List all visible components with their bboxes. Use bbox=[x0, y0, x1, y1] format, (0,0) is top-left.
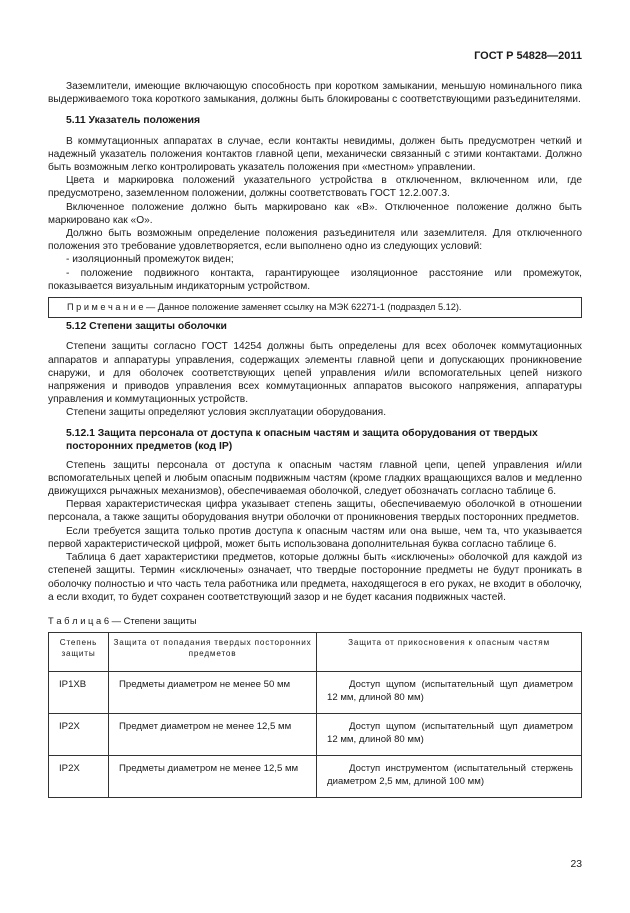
section-5-12-1-paragraph-1: Степень защиты персонала от доступа к опасным частям главной цепи, цепей управления и/или вспомогательных цепей и любым опасным подвижным частям (кроме гладких вращающихся валов и медленно движущихся рычажных механизмов), обеспечиваемая оболочкой, следует обозначать согласно таблице 6. bbox=[48, 459, 582, 498]
note-box bbox=[48, 297, 582, 318]
table-cell: Предмет диаметром не менее 12,5 мм bbox=[109, 714, 317, 756]
section-5-12-1-paragraph-4: Таблица 6 дает характеристики предметов, которые должны быть «исключены» оболочкой для каждой из степеней защиты. Термин «исключены» означает, что твердые посторонние предметы не будут проникать в оболочку полностью и что часть тела работника или предмета, находящегося в его руках, не входит в оболочку, а если входит, то будет сохранен соответствующий зазор и не будет касания подвижных частей. bbox=[48, 552, 582, 603]
section-5-11-paragraph-3: Включенное положение должно быть маркировано как «В». Отключенное положение должно быть маркировано как «О». bbox=[48, 201, 582, 226]
header-solid-objects: Защита от попадания твердых посторонних предметов bbox=[109, 633, 317, 672]
condition-item-2: - положение подвижного контакта, гарантирующее изоляционное расстояние или промежуток, показывается визуальным индикаторным устройством. bbox=[48, 267, 582, 292]
table-cell: IP2X bbox=[49, 714, 109, 756]
table-caption-text: 6 — Степени защиты bbox=[101, 614, 197, 626]
page-content bbox=[48, 80, 582, 798]
section-5-11-paragraph-2: Цвета и маркировка положений указательного устройства в отключенном, включенном или, где предусмотрено, заземленном положении, должны соответствовать ГОСТ 12.2.007.3. bbox=[48, 175, 582, 200]
section-5-11-paragraph-4: Должно быть возможным определение положения разъединителя или заземлителя. Для отключенного положения это требование удовлетворяется, если выполнено одно из следующих условий: bbox=[48, 228, 582, 253]
table-cell: Доступ инструментом (испытательный стержень диаметром 2,5 мм, длиной 100 мм) bbox=[317, 756, 582, 798]
note-text: — Данное положение заменяет ссылку на МЭК 62271-1 (подраздел 5.12). bbox=[143, 302, 462, 313]
section-5-12-1-paragraph-3: Если требуется защита только против доступа к опасным частям или она выше, чем та, что указывается первой характеристической цифрой, может быть использована дополнительная буква согласно таблице 6. bbox=[48, 525, 582, 550]
table-cell: Предметы диаметром не менее 50 мм bbox=[109, 672, 317, 714]
intro-paragraph: Заземлители, имеющие включающую способность при коротком замыкании, меньшую номинального пика выдерживаемого тока короткого замыкания, должны быть блокированы с соответствующими разъединителями. bbox=[48, 81, 582, 106]
section-5-12-1-heading: 5.12.1 Защита персонала от доступа к опасным частям и защита оборудования от твердых посторонних предметов (код IP) bbox=[66, 427, 538, 452]
table-header-row bbox=[49, 633, 582, 672]
note-label: П р и м е ч а н и е bbox=[67, 302, 144, 313]
section-5-12-paragraph-1: Степени защиты согласно ГОСТ 14254 должны быть определены для всех оболочек коммутационных аппаратов и аппаратуры управления, содержащих элементы главной цепи и допускающих проникновение снаружи, и для оболочек соответствующих цепей управления и/или вспомогательных цепей низкого напряжения и приводов управления всех коммутационных аппаратов высокого напряжения, аппаратуры управления и коммутационных устройств. bbox=[48, 341, 582, 406]
table-row bbox=[49, 756, 582, 798]
section-5-12-1-paragraph-2: Первая характеристическая цифра указывает степень защиты, обеспечиваемую оболочкой в отношении персонала, а также защиты оборудования внутри оболочки от проникновения твердых посторонних предметов. bbox=[48, 499, 582, 524]
table-caption bbox=[48, 614, 582, 627]
table-cell: Предметы диаметром не менее 12,5 мм bbox=[109, 756, 317, 798]
table-cell: Доступ щупом (испытательный щуп диаметром 12 мм, длиной 80 мм) bbox=[317, 672, 582, 714]
table-row bbox=[49, 672, 582, 714]
header-degree: Степень защиты bbox=[49, 633, 109, 672]
section-5-12-heading: 5.12 Степени защиты оболочки bbox=[66, 321, 227, 333]
section-5-11-heading: 5.11 Указатель положения bbox=[66, 115, 201, 127]
table-cell: IP2X bbox=[49, 756, 109, 798]
table-row bbox=[49, 714, 582, 756]
section-5-11-paragraph-1: В коммутационных аппаратах в случае, если контакты невидимы, должен быть предусмотрен четкий и надежный указатель положения контактов главной цепи, механически связанный с этими контактами. Должно быть возможным легко контролировать указатель положения при «местном» управлении. bbox=[48, 135, 582, 174]
table-caption-label: Т а б л и ц а bbox=[48, 614, 102, 626]
condition-item-1: - изоляционный промежуток виден; bbox=[66, 254, 234, 266]
table-cell: Доступ щупом (испытательный щуп диаметром 12 мм, длиной 80 мм) bbox=[317, 714, 582, 756]
protection-degrees-table bbox=[48, 632, 582, 798]
document-header: ГОСТ Р 54828—2011 bbox=[474, 50, 582, 62]
header-hazardous-parts: Защита от прикосновения к опасным частям bbox=[317, 633, 582, 672]
table-cell: IP1XB bbox=[49, 672, 109, 714]
section-5-12-paragraph-2: Степени защиты определяют условия эксплуатации оборудования. bbox=[66, 407, 387, 419]
page-number: 23 bbox=[570, 859, 582, 870]
